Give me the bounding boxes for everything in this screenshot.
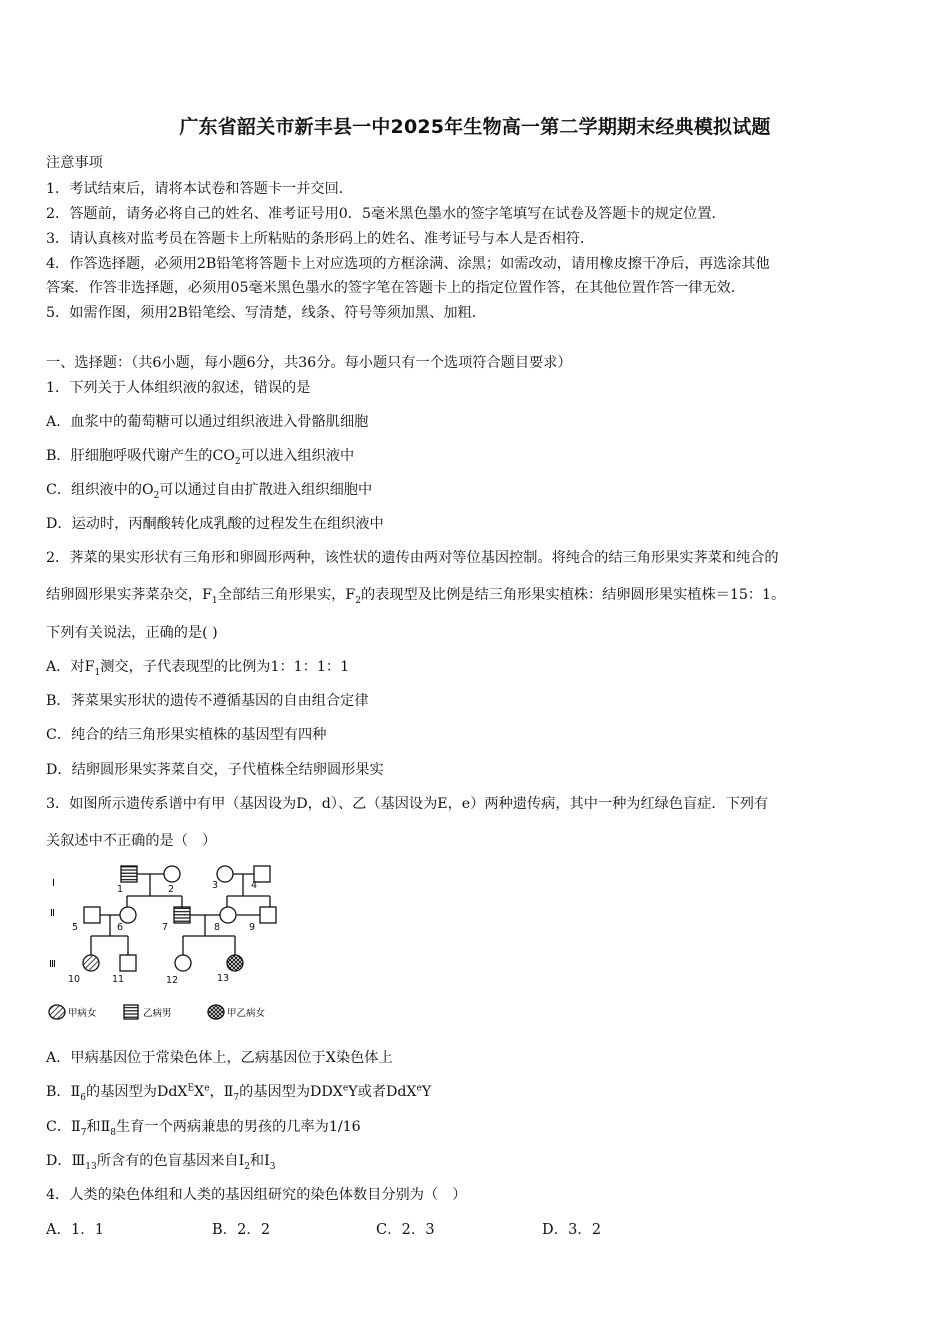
notice-item-3: 3．请认真核对监考员在答题卡上所粘贴的条形码上的姓名、准考证号与本人是否相符． [46, 231, 595, 247]
q2-stem-line3: 下列有关说法，正确的是( ) [46, 625, 218, 641]
legend-crosshatched-circle [208, 1005, 224, 1019]
pedigree-number: 4 [251, 880, 258, 891]
gen-label-3: Ⅲ [49, 959, 56, 970]
individual-III10-affected-female [83, 955, 99, 971]
legend-lined-square [124, 1005, 138, 1019]
notice-item-1: 1．考试结束后，请将本试卷和答题卡一并交回． [46, 181, 353, 197]
individual-I2-female [164, 866, 180, 882]
q2-option-c: C．纯合的结三角形果实植株的基因型有四种 [46, 727, 327, 743]
pedigree-number: 12 [166, 975, 179, 986]
individual-III12-female [175, 955, 191, 971]
pedigree-number: 8 [214, 922, 221, 933]
notice-item-5: 5．如需作图，须用2B铅笔绘、写清楚，线条、符号等须加黑、加粗． [46, 305, 486, 321]
q3-option-d: D．$Ⅲ_{13}$所含有的色盲基因来自$I_2$和$I_3$ [46, 1153, 276, 1172]
legend-hatched-circle [49, 1005, 65, 1019]
individual-I1-affected-male [121, 866, 137, 882]
q2-option-b: B．荠菜果实形状的遗传不遵循基因的自由组合定律 [46, 693, 369, 709]
individual-II8-female [220, 907, 236, 923]
pedigree-number: 1 [117, 884, 124, 895]
q3-stem-line1: 3．如图所示遗传系谱中有甲（基因设为D，d）、乙（基因设为E，e）两种遗传病，其中一种为红绿色盲症．下列有 [46, 796, 769, 812]
q3-option-c: C．$Ⅱ_7$和$Ⅱ_8$生育一个两病兼患的男孩的几率为1/16 [46, 1119, 361, 1138]
legend-label-2: 乙病男 [143, 1008, 172, 1019]
individual-II5-male [84, 907, 100, 923]
pedigree-number: 10 [68, 974, 81, 985]
individual-II9-male [260, 907, 276, 923]
q4-stem: 4．人类的染色体组和人类的基因组研究的染色体数目分别为（ ） [46, 1187, 467, 1203]
q4-option-c: C．2．3 [376, 1222, 435, 1238]
q4-option-d: D．3．2 [542, 1222, 602, 1238]
individual-I3-female [217, 866, 233, 882]
q3-option-a: A．甲病基因位于常染色体上，乙病基因位于X染色体上 [46, 1050, 393, 1066]
pedigree-number: 11 [112, 974, 125, 985]
individual-III13-double-affected-female [227, 955, 243, 971]
section-heading: 一、选择题：（共6小题，每小题6分，共36分。每小题只有一个选项符合题目要求） [46, 355, 572, 371]
q4-option-a: A．1．1 [46, 1222, 104, 1238]
individual-II6-female [120, 907, 136, 923]
notice-item-2: 2．答题前，请务必将自己的姓名、准考证号用0．5毫米黑色墨水的签字笔填写在试卷及答题卡的规定位置． [46, 206, 726, 222]
notice-item-4-cont: 答案．作答非选择题，必须用05毫米黑色墨水的签字笔在答题卡上的指定位置作答，在其他位置作答一律无效． [46, 280, 746, 296]
pedigree-number: 2 [168, 884, 175, 895]
gen-label-2: Ⅱ [50, 908, 55, 919]
notice-heading: 注意事项 [46, 155, 103, 171]
pedigree-diagram [44, 862, 294, 1024]
paper-title: 广东省韶关市新丰县一中2025年生物高一第二学期期末经典模拟试题 [179, 116, 771, 138]
pedigree-number: 9 [249, 922, 256, 933]
q2-option-a: A．对$F_1$测交，子代表现型的比例为1：1：1：1 [46, 659, 350, 678]
q1-stem: 1．下列关于人体组织液的叙述，错误的是 [46, 380, 311, 396]
individual-III11-male [120, 955, 136, 971]
q2-option-d: D．结卵圆形果实荠菜自交，子代植株全结卵圆形果实 [46, 762, 384, 778]
pedigree-number: 13 [217, 973, 230, 984]
q3-option-b: B．$Ⅱ_6$的基因型为DdX$^E$Xe，$Ⅱ_7$的基因型为DDXeY或者DdX$^e$Y [46, 1083, 432, 1103]
legend-label-3: 甲乙病女 [227, 1008, 266, 1019]
q2-stem-line1: 2．荠菜的果实形状有三角形和卵圆形两种，该性状的遗传由两对等位基因控制。将纯合的结三角形果实荠菜和纯合的 [46, 550, 779, 566]
q1-option-c: C．组织液中的$O_2$可以通过自由扩散进入组织细胞中 [46, 482, 373, 501]
notice-item-4: 4．作答选择题，必须用2B铅笔将答题卡上对应选项的方框涂满、涂黑；如需改动，请用橡皮擦干净后，再选涂其他 [46, 256, 770, 272]
legend-label-1: 甲病女 [68, 1008, 97, 1019]
gen-label-1: Ⅰ [52, 878, 55, 889]
q2-stem-line2: 结卵圆形果实荠菜杂交，$F_1$全部结三角形果实，$F_2$的表现型及比例是结三角形果实植株：结卵圆形果实植株＝15：1。 [46, 587, 786, 606]
pedigree-number: 6 [117, 922, 124, 933]
q1-option-d: D．运动时，丙酮酸转化成乳酸的过程发生在组织液中 [46, 516, 384, 532]
q1-option-b: B．肝细胞呼吸代谢产生的$CO_2$可以进入组织液中 [46, 448, 355, 467]
individual-II7-affected-male [174, 907, 190, 923]
pedigree-number: 7 [162, 922, 169, 933]
q1-option-a: A．血浆中的葡萄糖可以通过组织液进入骨骼肌细胞 [46, 414, 369, 430]
pedigree-number: 5 [72, 922, 79, 933]
q3-stem-line2: 关叙述中不正确的是（ ） [46, 833, 217, 849]
q4-option-b: B．2．2 [212, 1222, 271, 1238]
pedigree-number: 3 [212, 880, 219, 891]
